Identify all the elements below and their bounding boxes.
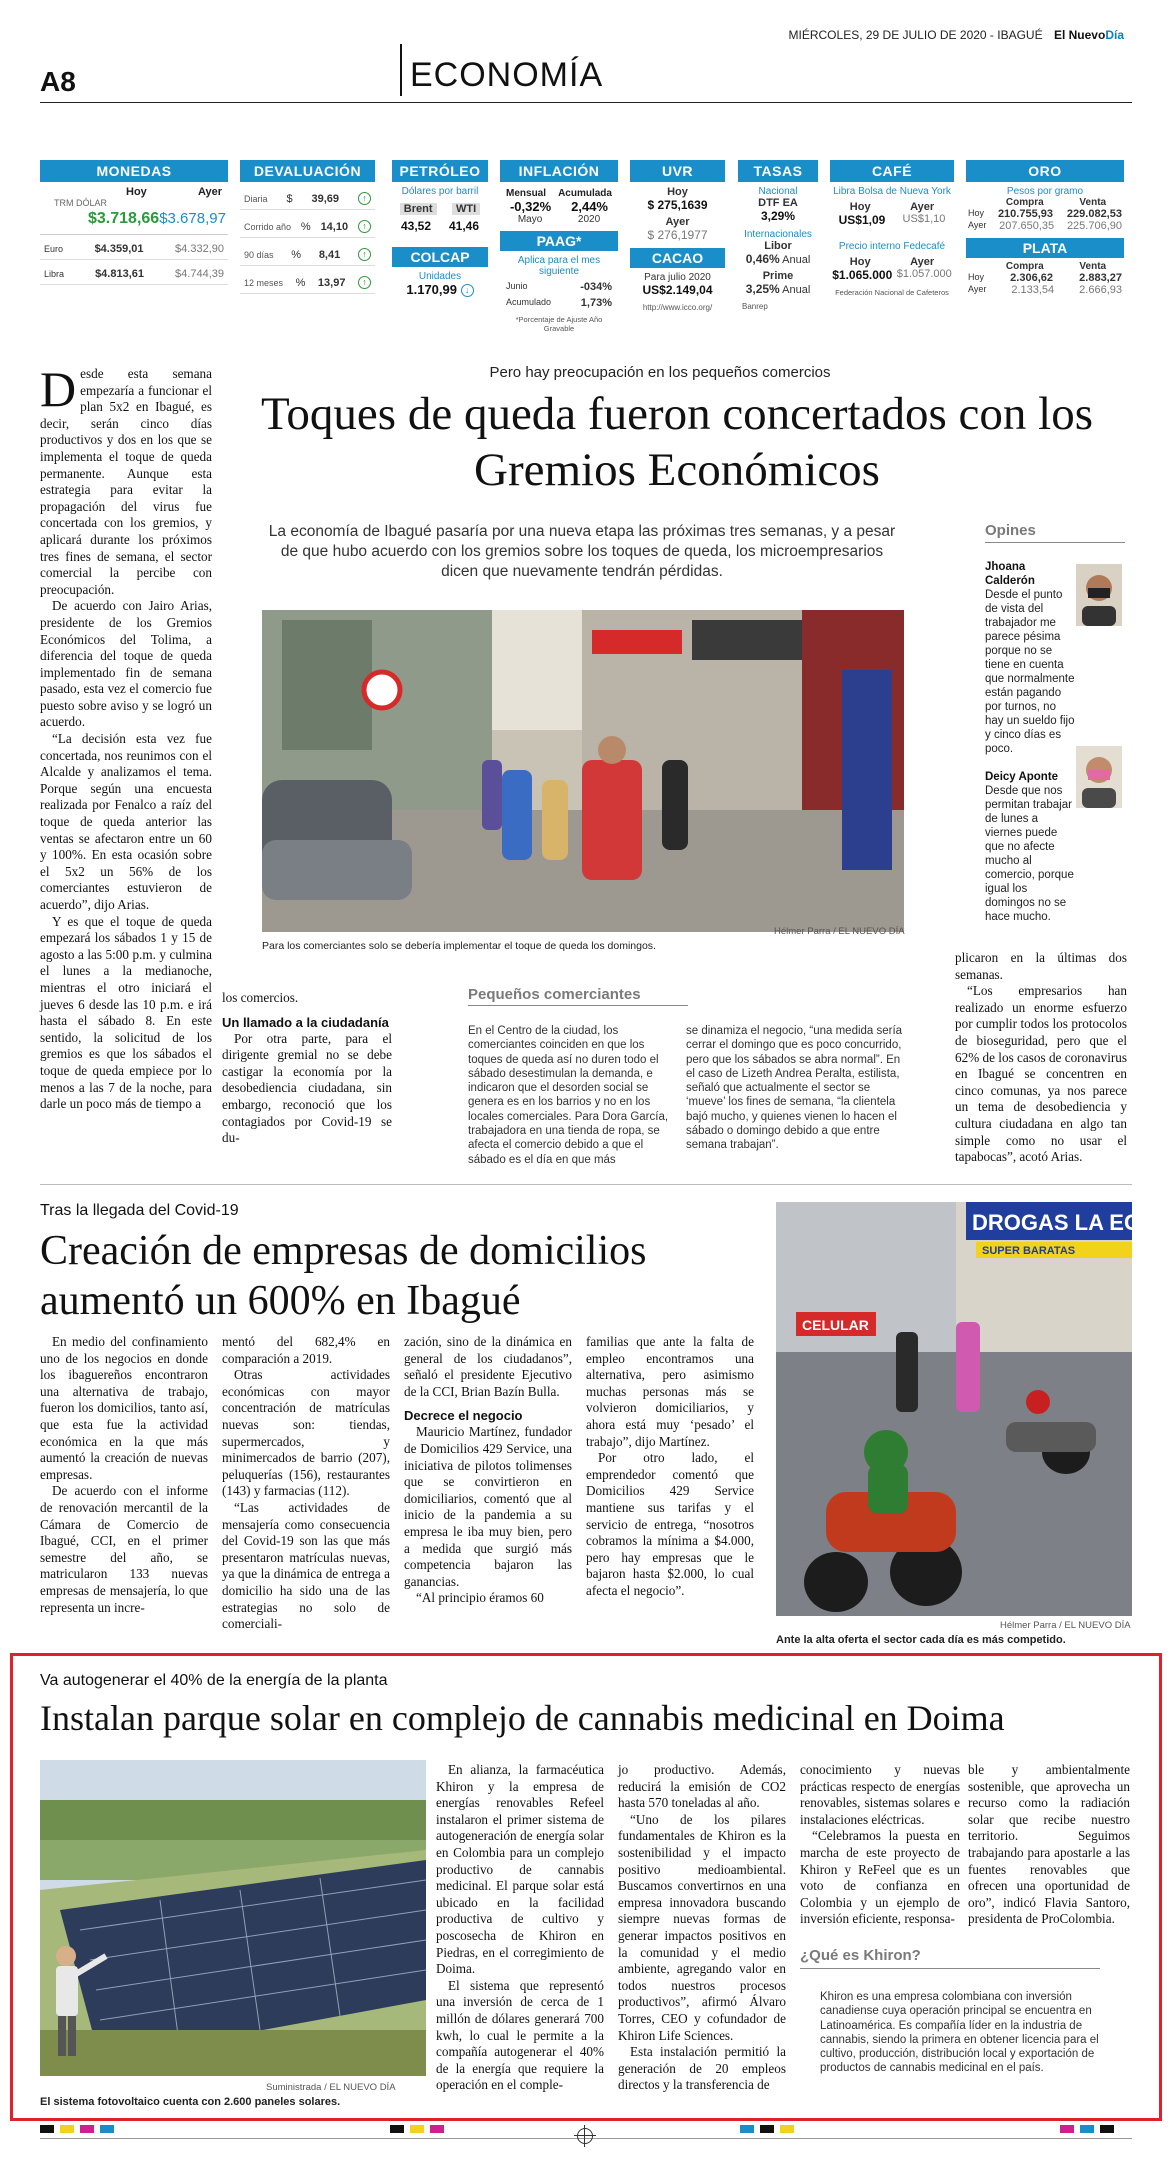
junio-label: Junio [506, 281, 528, 291]
col-acumulada: Acumulada [558, 188, 612, 199]
article1-right-p2: “Los empresarios han realizado un enorme esfuerzo por cumplir todos los protocolos de bioseguridad, pero que el 62% de los casos de coronavirus en Ibagué se concentren en cinco comunas, ya nos parece un tema de desobediencia y cultura ciudadana en algo tan simple como no usar el tapabocas”, acotó Arias. [955, 983, 1127, 1165]
article2-col3 [404, 1334, 572, 1607]
cafe-ny-ayer: US$1,10 [902, 213, 946, 225]
article3-caption: El sistema fotovoltaico cuenta con 2.600 paneles solares. [40, 2096, 341, 2108]
brent-value: 43,52 [400, 219, 432, 233]
pequenos-title: Pequeños comerciantes [468, 986, 641, 1003]
plata-ayer-label: Ayer [968, 284, 987, 294]
libra-hoy: $4.813,61 [95, 268, 144, 280]
cafe-ayer-label: Ayer [910, 256, 935, 268]
article1-p1: esde esta semana empezaría a funcionar el plan 5x2 en Ibagué, es decir, serán cinco días productivos y dos en los que se implementa el toque de queda permanente. Aunque esta estrategia para evitar la propagación del virus fue concertada con los gremios, y aplicará durante los próximos tres fines de semana, el sector comercial la percibe con preocupación. [40, 366, 212, 597]
article2-p6: zación, sino de la dinámica en general de los ciudadanos”, señaló el presidente Ejecutivo de la CCI, Brian Bazín Bulla. [404, 1334, 572, 1399]
dev-label: 12 meses [244, 277, 284, 288]
dev-value: 13,97 [317, 276, 346, 289]
registration-mark [1100, 2125, 1114, 2133]
article2-p10: Por otro lado, el emprendedor comentó que Domicilios 429 Service mantiene sus tarifas y el servicio de entrega, “nosotros cobramos la mínima a $4.000, pero hay empresas que le bajaron hasta $2.000, lo cual afecta el negocio”. [586, 1450, 754, 1598]
petroleo-title: PETRÓLEO [392, 160, 488, 182]
registration-mark [1060, 2125, 1074, 2133]
registration-mark [1080, 2125, 1094, 2133]
cafe-hoy-label: Hoy [849, 256, 871, 268]
cafe-source: Federación Nacional de Cafeteros [835, 288, 949, 297]
inflacion-acumulada: 2,44% [571, 199, 608, 214]
oro-title: ORO [966, 160, 1124, 182]
article2-p9: familias que ante la falta de empleo encontramos una alternativa, pero asimismo muchas personas más se volvieron domiciliarios, y ahora está muy ‘pesado’ el trabajo”, dijo Martínez. [586, 1334, 754, 1449]
icco-url: http://www.icco.org/ [642, 303, 713, 312]
col-hoy: Hoy [126, 186, 147, 198]
crosshair-registration-icon [577, 2128, 593, 2144]
article2-p8: “Al principio éramos 60 [416, 1590, 544, 1606]
article2-p7: Mauricio Martínez, fundador de Domicilios 429 Service, una iniciativa de pilotos tolimenses que se convirtieron en domiciliarios, comentó que al inicio de la pandemia a su empresa le iba muy bien, pero a medida que surgió más competencia bajaron las ganancias. [404, 1424, 572, 1589]
solar-park-photo [40, 1760, 426, 2076]
opinion-text: Desde el punto de vista del trabajador me parece pésima porque no se tiene en cuenta que normalmente están pagando por turnos, no hay un sueldo fijo y cinco días es poco. [985, 589, 1075, 755]
petroleo-panel [392, 160, 488, 350]
avatar [1076, 564, 1122, 626]
article3-headline: Instalan parque solar en complejo de cannabis medicinal en Doima [40, 1698, 1005, 1738]
article2-col2 [222, 1334, 390, 1633]
libra-label: Libra [44, 269, 65, 279]
paag-title: PAAG* [500, 231, 618, 251]
dev-unit: % [291, 248, 302, 261]
oro-hoy-compra: 210.755,93 [997, 208, 1053, 220]
junio-value: -034% [580, 281, 612, 293]
cacao-value: US$2.149,04 [642, 283, 713, 297]
petroleo-subtitle: Dólares por barril [401, 186, 479, 197]
article1-col2-p1: los comercios. [222, 990, 299, 1005]
oro-sub: Pesos por gramo [1006, 186, 1084, 197]
tasas-title: TASAS [738, 160, 818, 182]
opinion-name: Deicy Aponte [985, 771, 1059, 783]
devaluacion-panel [240, 160, 375, 350]
cafe-hoy-label: Hoy [849, 201, 871, 213]
oro-ayer-venta: 225.706,90 [1066, 220, 1122, 232]
acum-label: Acumulado [506, 297, 552, 307]
opinion-text: Desde que nos permitan trabajar de lunes a viernes puede que no afecte mucho al comercio, porque igual los domingos no se hace mucho. [985, 785, 1074, 923]
article3-p3: jo productivo. Además, reducirá la emisión de CO2 hasta 570 toneladas al año. [618, 1762, 786, 1811]
khiron-box-title: ¿Qué es Khiron? [800, 1947, 921, 1964]
article1-p2: De acuerdo con Jairo Arias, presidente de los Gremios Económicos del Tolima, a diferencia del toque de queda implementado fin de semana pasado, esta vez el comercio fue puesto sobre aviso y se logró un acuerdo. [40, 598, 212, 730]
euro-label: Euro [44, 244, 64, 254]
article1-headline: Toques de queda fueron concertados con los Gremios Económicos [261, 388, 1093, 496]
registration-mark [410, 2125, 424, 2133]
plata-hoy-compra: 2.306,62 [1010, 272, 1053, 284]
section-title: ECONOMÍA [410, 56, 604, 94]
uvr-hoy-label: Hoy [667, 186, 688, 198]
registration-mark [780, 2125, 794, 2133]
pequenos-rule [468, 1005, 688, 1006]
uvr-panel [630, 160, 725, 350]
arrow-up-icon: ↑ [358, 248, 371, 261]
date-text: MIÉRCOLES, 29 DE JULIO DE 2020 - IBAGUÉ [788, 28, 1043, 42]
uvr-ayer: $ 276,1977 [647, 228, 708, 242]
inflacion-panel [500, 160, 618, 350]
plata-venta-label: Venta [1079, 261, 1107, 272]
motorcycle-photo [776, 1202, 1157, 1616]
tasas-nacional: Nacional [758, 186, 798, 197]
registration-mark [60, 2125, 74, 2133]
article3-p5: Esta instalación permitió la generación de 20 empleos directos y la transferencia de [618, 2044, 786, 2093]
dev-label: 90 días [244, 249, 274, 260]
tasas-source: Banrep [742, 302, 768, 311]
article2-headline: Creación de empresas de domicilios aumentó un 600% en Ibagué [40, 1228, 647, 1324]
article2-p1: En medio del confinamiento uno de los negocios en donde los ibaguereños encontraron una alternativa de trabajo, fueron los domicilios, tanto así, que esta fue la actividad económica en la que más aumentó la creación de nuevas empresas. [40, 1334, 208, 1482]
article1-subhead: Un llamado a la ciudadanía [222, 1014, 389, 1030]
brent-label: Brent [400, 203, 437, 215]
cafe-sub1: Libra Bolsa de Nueva York [833, 186, 951, 197]
euro-ayer: $4.332,90 [175, 243, 224, 255]
dev-value: 8,41 [318, 248, 341, 261]
arrow-up-icon: ↑ [358, 276, 371, 289]
monedas-title: MONEDAS [40, 160, 228, 182]
uvr-ayer-label: Ayer [665, 216, 690, 228]
plata-ayer-compra: 2.133,54 [1011, 284, 1055, 296]
cafe-sub2: Precio interno Fedecafé [838, 241, 946, 252]
libor-unit: Anual [782, 254, 811, 266]
oro-compra-label: Compra [1005, 197, 1044, 208]
dev-value: 14,10 [320, 220, 349, 233]
sign-celular: CELULAR [802, 1317, 869, 1333]
col-ayer: Ayer [197, 186, 222, 198]
libor-value: 0,46% [745, 252, 780, 266]
tasas-internacionales: Internacionales [744, 229, 812, 240]
article1-col-right [955, 950, 1127, 1166]
registration-mark [80, 2125, 94, 2133]
registration-mark [760, 2125, 774, 2133]
cafe-int-hoy: $1.065.000 [832, 268, 893, 282]
article3-p6: conocimiento y nuevas prácticas respecto de energías renovables, sistemas solares e instalaciones eléctricas. [800, 1762, 960, 1827]
inflacion-mes: Mayo [517, 214, 543, 225]
cafe-ayer-label: Ayer [910, 201, 935, 213]
sign-super: SUPER BARATAS [982, 1245, 1076, 1257]
plata-compra-label: Compra [1005, 261, 1044, 272]
dev-unit: % [300, 220, 311, 233]
article2-col1 [40, 1334, 208, 1616]
registration-mark [740, 2125, 754, 2133]
inflacion-mensual: -0,32% [509, 199, 552, 214]
article2-credit: Hélmer Parra / EL NUEVO DÍA [1000, 1620, 1131, 1631]
libra-ayer: $4.744,39 [175, 268, 224, 280]
dev-value: 39,69 [311, 192, 340, 205]
article2-p4: Otras actividades económicas con mayor concentración de matrículas nuevas son: tiendas, supermercados, y minimercados de barrio (207), peluquerías (156), restaurantes (143) y farmacias (112). [222, 1367, 390, 1499]
article3-col4 [968, 1762, 1130, 1928]
trm-label: TRM DÓLAR [54, 198, 108, 208]
header-rule [40, 102, 1132, 103]
date-line [789, 28, 1124, 42]
oro-hoy-label: Hoy [968, 208, 985, 218]
article3-p2: El sistema que representó una inversión de cerca de 1 millón de dólares generará 700 kwh, lo cual le permite a la compañía autogenerar el 40% de la energía que requiere la operación en el comple- [436, 1977, 604, 2093]
cafe-title: CAFÉ [830, 160, 954, 182]
euro-hoy: $4.359,01 [94, 243, 144, 255]
opinion-name: Jhoana Calderón [985, 561, 1035, 587]
article2-caption: Ante la alta oferta el sector cada día es más competido. [776, 1634, 1066, 1646]
paag-sub: Aplica para el mes siguiente [517, 255, 601, 277]
article3-kicker: Va autogenerar el 40% de la energía de la planta [40, 1672, 388, 1689]
inflacion-title: INFLACIÓN [500, 160, 618, 182]
article1-right-p1: plicaron en la últimas dos semanas. [955, 950, 1127, 982]
acum-value: 1,73% [580, 297, 612, 309]
article1-col2-p2: Por otra parte, para el dirigente gremial no se debe castigar la economía por la desobediencia ciudadana, sin embargo, reconoció que los contagiados por Covid-19 se du- [222, 1030, 392, 1146]
page-number: A8 [40, 66, 76, 97]
libor-label: Libor [764, 240, 792, 252]
article-divider [40, 1184, 1132, 1185]
prime-label: Prime [762, 270, 794, 282]
sign-drogas: DROGAS LA ECO [972, 1210, 1157, 1235]
prime-value: 3,25% [745, 282, 780, 296]
arrow-down-icon: ↓ [461, 284, 474, 297]
inflacion-anio: 2020 [577, 214, 601, 225]
article3-p4: “Uno de los pilares fundamentales de Khiron es la sostenibilidad y el impacto positivo medioambiental. Buscamos convertirnos en una empresa innovadora buscando siempre nuevas formas de generar impactos positivos en la comunidad y el medio ambiente, agregando valor en todos nuestros procesos productivos”, afirmó Álvaro Torres, CEO y cofundador de Khiron Life Sciences. [618, 1811, 786, 2043]
cafe-ny-hoy: US$1,09 [838, 213, 886, 227]
colcap-value: 1.170,99 [406, 282, 457, 297]
article3-credit: Suministrada / EL NUEVO DÍA [266, 2082, 396, 2093]
opines-title: Opines [985, 522, 1036, 539]
header-separator [400, 44, 402, 96]
wti-value: 41,46 [448, 219, 480, 233]
plata-hoy-venta: 2.883,27 [1079, 272, 1122, 284]
monedas-panel [40, 160, 228, 350]
khiron-box-text: Khiron es una empresa colombiana con inversión canadiense cuya operación principal se encuentra en Latinoamérica. Es compañía líder en la industria de cannabis, siendo la primera en obtener licencia para el cultivo, producción, distribución local y exportación de productos de cannabis medicinal en el país. [820, 1991, 1099, 2075]
pequenos-col2: se dinamiza el negocio, “una medida sería cerrar el domingo que es poco concurrido, pero que los sábados se abra normal”. En el caso de Lizeth Andrea Peralta, estilista, señaló que actualmente el sector se ‘mueve’ los fines de semana, “la clientela bajó mucho, y quienes vienen lo hacen el sábado o domingo debido a que entre semana trabajan”. [686, 1025, 903, 1152]
dev-unit: $ [286, 192, 293, 205]
colcap-sub: Unidades [418, 271, 462, 282]
article1-caption: Para los comerciantes solo se debería implementar el toque de queda los domingos. [262, 940, 656, 952]
plata-ayer-venta: 2.666,93 [1079, 284, 1122, 296]
oro-ayer-label: Ayer [968, 220, 987, 230]
uvr-hoy: $ 275,1639 [647, 198, 708, 212]
dtf-label: DTF EA [758, 197, 798, 209]
registration-mark [390, 2125, 404, 2133]
pequenos-col1: En el Centro de la ciudad, los comerciantes coinciden en que los toques de queda así no duren todo el sábado desestimulan la demanda, e indicaron que el desorden social se genera es en los barrios y no en los locales comerciales. Para Dora García, trabajadora en una tienda de ropa, se afecta el comercio debido a que el sábado es el día en que más [468, 1025, 669, 1166]
article1-p3: “La decisión esta vez fue concertada, nos reunimos con el Alcalde y analizamos el tema. Porque según una encuesta realizada por Fenalco a raíz del toque de queda anterior las ventas se afectaron entre un 60 y 100%. En esta ocasión sobre el 5x2 un 56% de los comerciantes estuvieron de acuerdo”, dijo Arias. [40, 731, 212, 912]
paag-note: *Porcentaje de Ajuste Año Gravable [515, 315, 603, 333]
cafe-panel [830, 160, 954, 350]
article3-p8: ble y ambientalmente sostenible, que aprovecha un recurso como la radiación solar que recibe nuestro territorio. Seguimos trabajando para apostarle a las fuentes renovables que ofrecen una oportunidad de oro”, indicó Flavia Santoro, presidenta de ProColombia. [968, 1762, 1130, 1927]
oro-ayer-compra: 207.650,35 [999, 220, 1055, 232]
article2-p5: “Las actividades de mensajería como consecuencia del Covid-19 son las que más presentaron matrículas nuevas, ya que la dinámica de entrega a domicilio ha sido una de las estrategias no solo de comerciali- [222, 1499, 390, 1632]
cafe-int-ayer: $1.057.000 [896, 268, 952, 280]
opines-rule [985, 542, 1125, 543]
article1-lede: La economía de Ibagué pasaría por una nueva etapa las próximas tres semanas, y a pesar de que hubo acuerdo con los gremios sobre los toques de queda, los microempresarios dicen que nuevamente tendrán pérdidas. [268, 523, 896, 580]
article1-col2 [222, 990, 392, 1147]
dtf-value: 3,29% [760, 209, 796, 223]
colcap-title: COLCAP [392, 247, 488, 267]
devaluacion-title: DEVALUACIÓN [240, 160, 375, 182]
trm-ayer: $3.678,97 [159, 210, 226, 227]
article1-credit: Hélmer Parra / EL NUEVO DÍA [774, 926, 905, 937]
article2-kicker: Tras la llegada del Covid-19 [40, 1202, 239, 1219]
arrow-up-icon: ↑ [358, 220, 371, 233]
article1-col1 [40, 361, 212, 1113]
article3-p1: En alianza, la farmacéutica Khiron y la empresa de energías renovables Refeel instalaron el primer sistema de autogeneración de energía solar en Colombia para un complejo productivo de cannabis medicinal. El parque solar está ubicado en la facilidad productiva de cultivo y poscosecha de Khiron en Piedras, en el corregimiento de Doima. [436, 1762, 604, 1977]
cacao-sub: Para julio 2020 [644, 272, 711, 283]
brand-logo: El NuevoDía [1053, 28, 1124, 42]
registration-mark [430, 2125, 444, 2133]
article3-col3 [800, 1762, 960, 1928]
trm-hoy: $3.718,66 [88, 210, 160, 227]
dev-unit: % [295, 276, 306, 289]
plata-title: PLATA [966, 238, 1124, 258]
arrow-up-icon: ↑ [358, 192, 371, 205]
tasas-panel [738, 160, 818, 350]
plata-hoy-label: Hoy [968, 272, 985, 282]
article2-col4 [586, 1334, 754, 1600]
dev-label: Diaria [244, 193, 268, 204]
article3-col2 [618, 1762, 786, 2094]
article2-p3: mentó del 682,4% en comparación a 2019. [222, 1334, 390, 1366]
article3-col1 [436, 1762, 604, 2094]
cacao-title: CACAO [630, 248, 725, 268]
article2-p2: De acuerdo con el informe de renovación mercantil de la Cámara de Comercio de Ibagué, CCI, en el primer semestre del año, se matricularon 133 nuevas empresas de mensajería, lo que representa un incre- [40, 1483, 208, 1615]
article3-p7: “Celebramos la puesta en marcha de este proyecto de Khiron y ReFeel que es un voto de confianza en Colombia y un ejemplo de inversión eficiente, responsa- [800, 1828, 960, 1927]
article1-p4: Y es que el toque de queda empezará los sábados 1 y 15 de agosto a las 5:00 p.m. y culmina el lunes a la medianoche, mientras el otro iniciará el jueves 6 desde las 10 p.m. e irá hasta el sábado 8. En este sentido, la solicitud de los gremios es que los sábados el toque de queda empiece por lo menos a las 7 de la noche, para darle un poco más de tiempo a [40, 913, 212, 1112]
street-photo [262, 610, 904, 932]
col-mensual: Mensual [506, 188, 547, 199]
uvr-title: UVR [630, 160, 725, 182]
dev-label: Corrido año [244, 221, 292, 232]
prime-unit: Anual [782, 284, 811, 296]
avatar [1076, 746, 1122, 808]
oro-venta-label: Venta [1079, 197, 1107, 208]
oro-hoy-venta: 229.082,53 [1066, 208, 1122, 220]
registration-mark [40, 2125, 54, 2133]
registration-mark [100, 2125, 114, 2133]
article2-subhead: Decrece el negocio [404, 1408, 523, 1424]
article1-kicker: Pero hay preocupación en los pequeños comercios [489, 364, 831, 381]
dropcap: D [40, 361, 77, 417]
khiron-box-rule [800, 1968, 1100, 1969]
oro-panel [966, 160, 1124, 350]
wti-label: WTI [452, 203, 480, 215]
